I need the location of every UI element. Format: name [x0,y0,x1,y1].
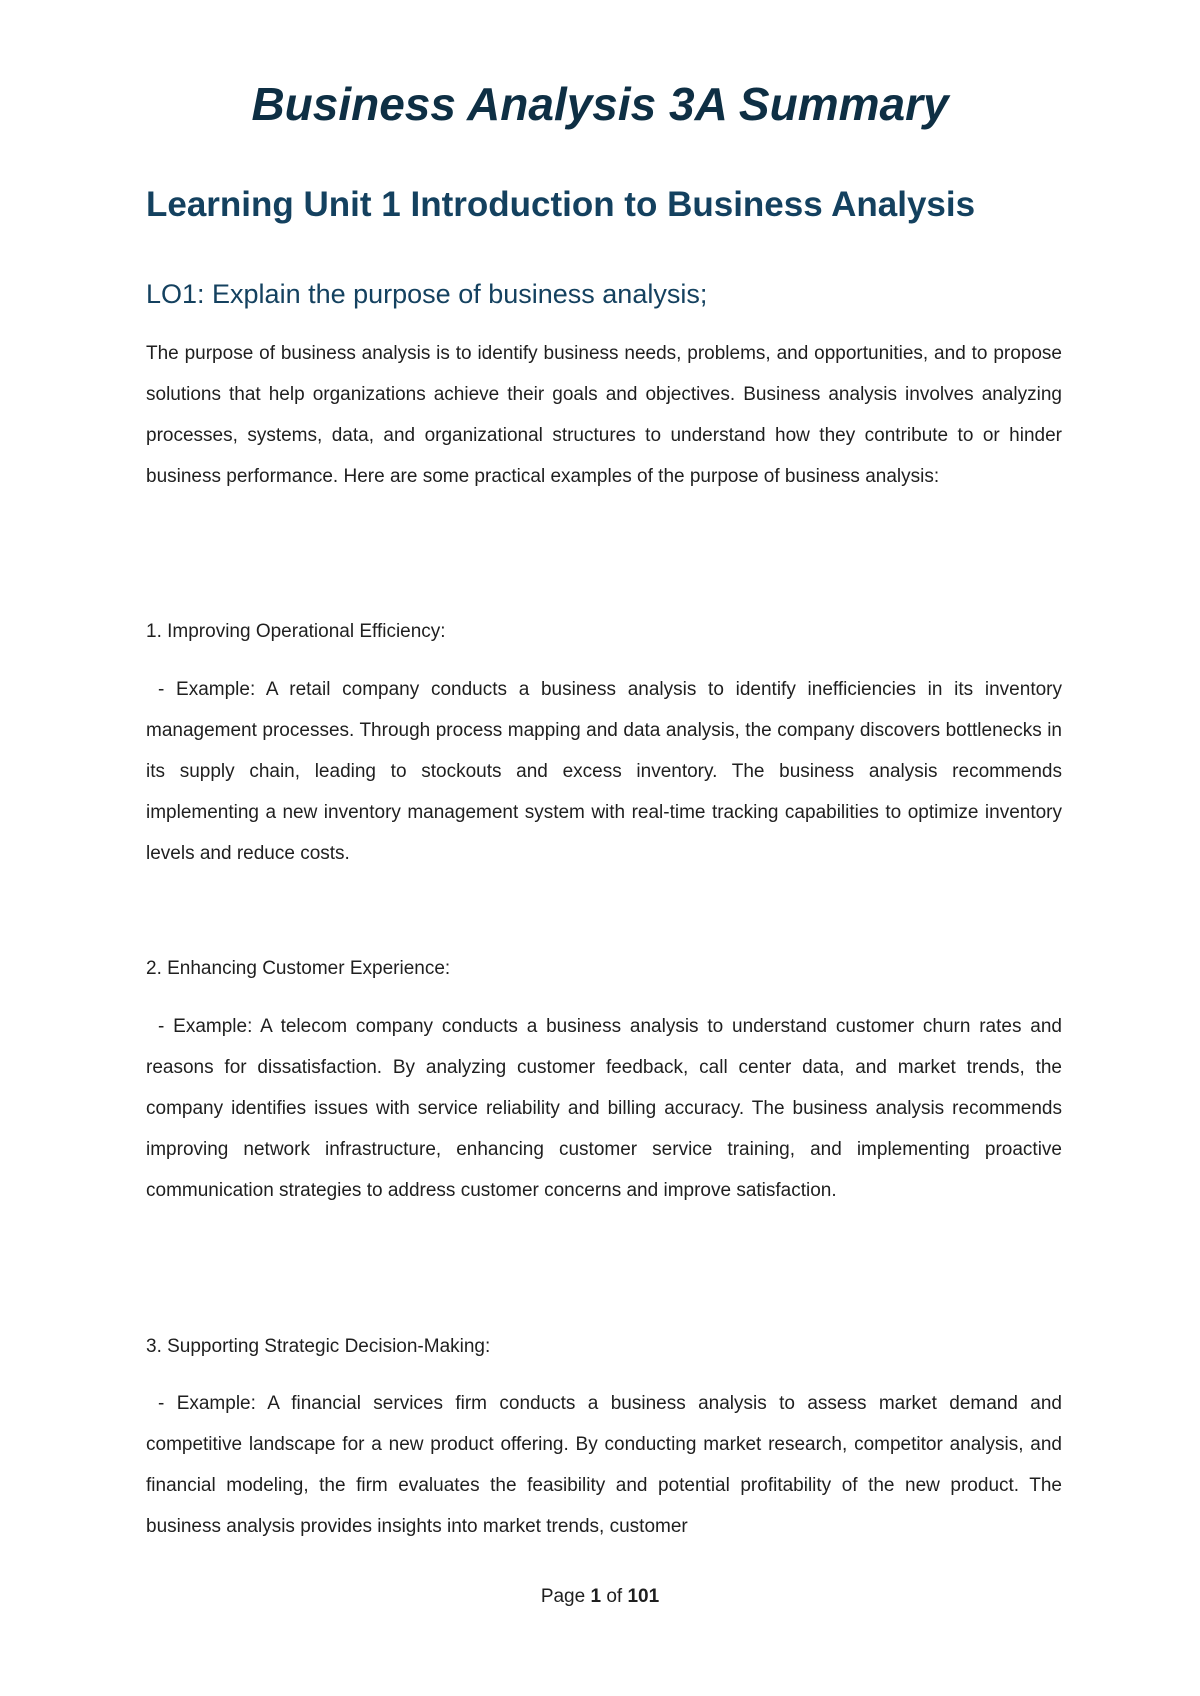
learning-outcome-heading: LO1: Explain the purpose of business analysis; [146,279,708,309]
section-heading-customer-experience: 2. Enhancing Customer Experience: [146,958,451,979]
page-label: Page [540,1586,586,1607]
section-heading-strategic-decisions: 3. Supporting Strategic Decision-Making: [146,1336,491,1357]
section-heading-efficiency: 1. Improving Operational Efficiency: [146,621,446,642]
page-total: 101 [627,1586,660,1607]
page-footer [0,1583,1200,1611]
section-body-customer-experience: - Example: A telecom company conducts a business analysis to understand customer churn rates and reasons for dissatisfaction. By analyzing customer feedback, call center data, and market trends, the company identifies issues with service reliability and billing accuracy. The business analysis recommends improving network infrastructure, enhancing customer service training, and implementing proactive communication strategies to address customer concerns and improve satisfaction. [146,1016,1062,1201]
intro-paragraph: The purpose of business analysis is to identify business needs, problems, and opportunities, and to propose solutions that help organizations achieve their goals and objectives. Business analysis involves analyzing processes, systems, data, and organizational structures to understand how they contribute to or hinder business performance. Here are some practical examples of the purpose of business analysis: [146,343,1062,487]
section-body-strategic-decisions: - Example: A financial services firm conducts a business analysis to assess market demand and competitive landscape for a new product offering. By conducting market research, competitor analysis, and financial modeling, the firm evaluates the feasibility and potential profitability of the new product. The business analysis provides insights into market trends, customer [146,1393,1062,1537]
document-title: Business Analysis 3A Summary [251,78,949,130]
section-body-efficiency: - Example: A retail company conducts a business analysis to identify inefficiencies in its inventory management processes. Through process mapping and data analysis, the company discovers bottlenecks in its supply chain, leading to stockouts and excess inventory. The business analysis recommends implementing a new inventory management system with real-time tracking capabilities to optimize inventory levels and reduce costs. [146,679,1062,864]
learning-unit-heading: Learning Unit 1 Introduction to Business Analysis [146,185,976,224]
page-number: 1 [590,1586,602,1607]
of-label: of [606,1586,623,1607]
